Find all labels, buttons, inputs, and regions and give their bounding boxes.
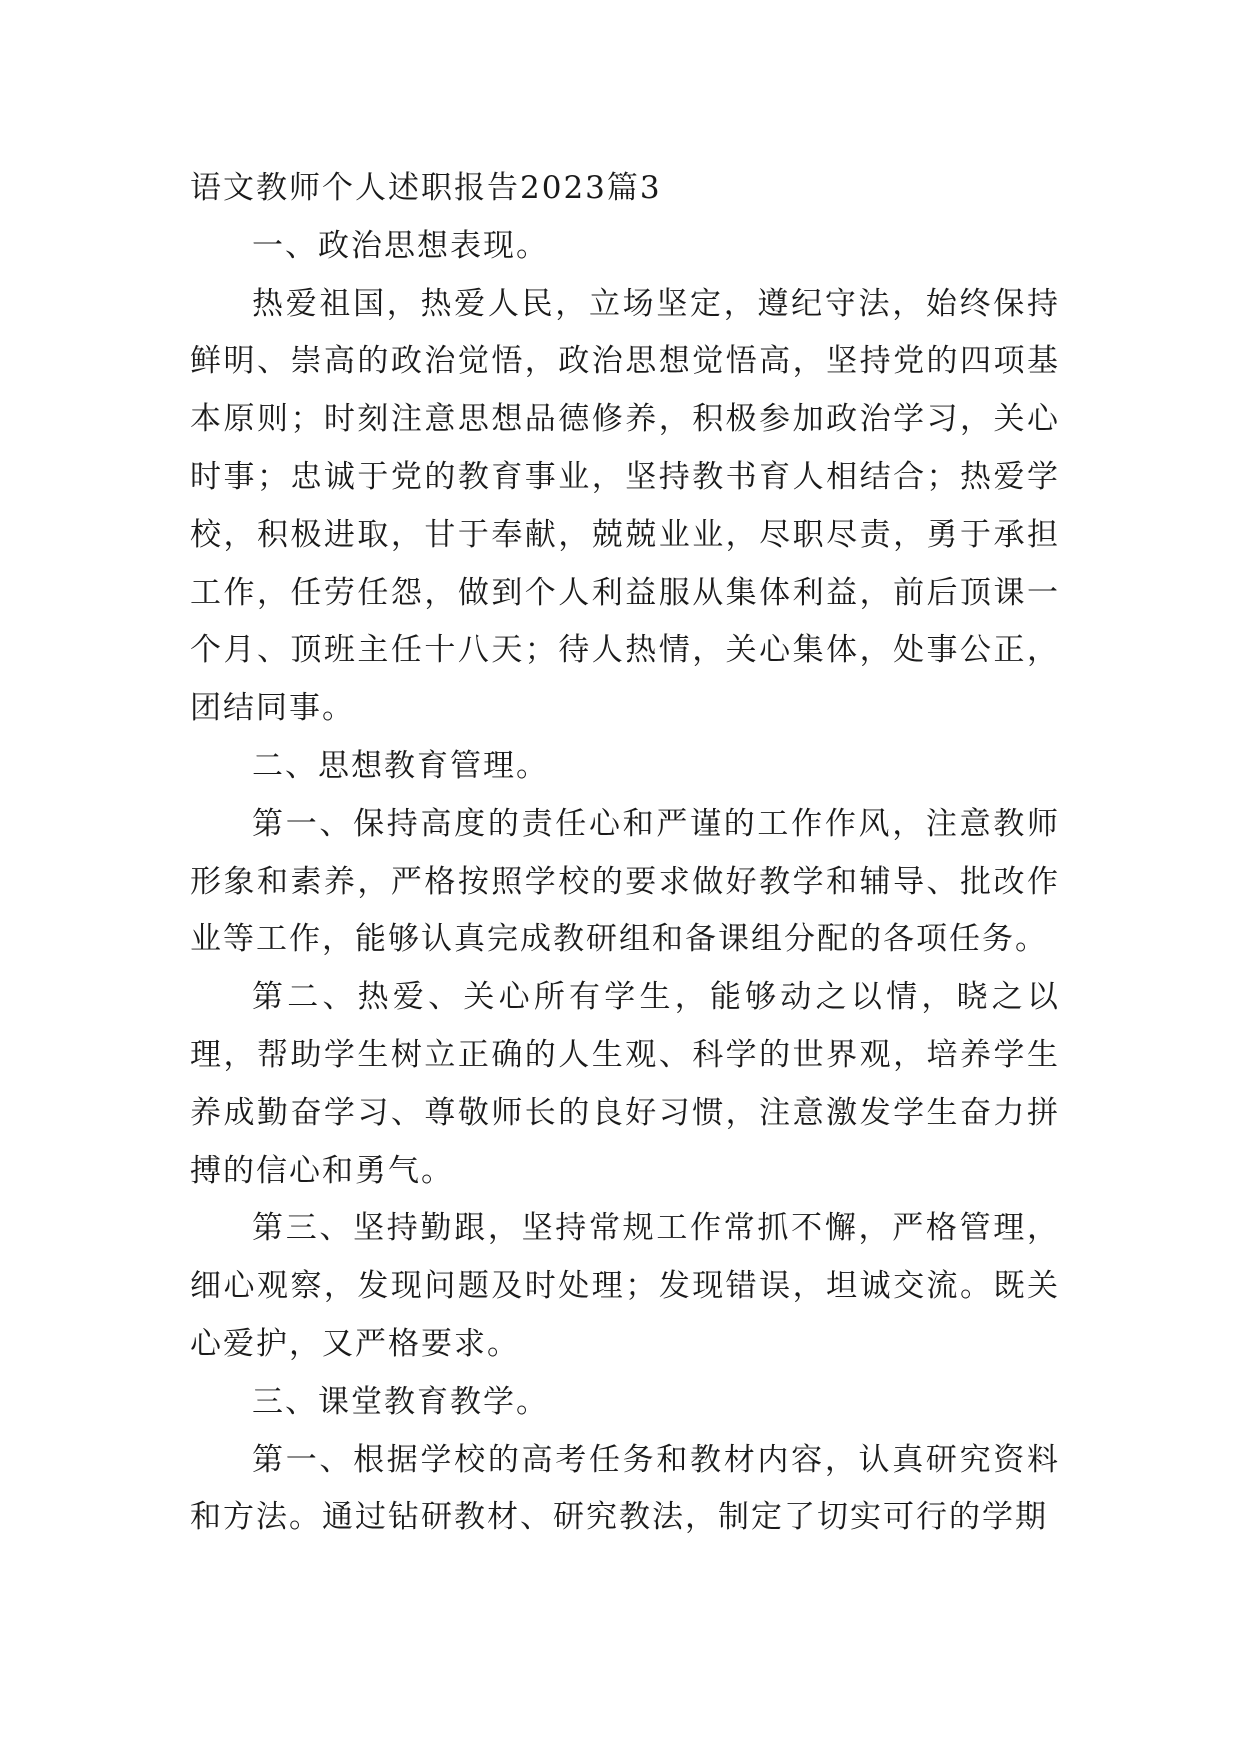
paragraph-second-care-students: 第二、热爱、关心所有学生，能够动之以情，晓之以理，帮助学生树立正确的人生观、科学的世界观，培养学生养成勤奋学习、尊敬师长的良好习惯，注意激发学生奋力拼搏的信心和勇气。 [190,979,1060,1189]
document-body [190,160,1060,1547]
paragraph-first-research: 第一、根据学校的高考任务和教材内容，认真研究资料和方法。通过钻研教材、研究教法，制定了切实可行的学期 [190,1441,1060,1536]
document-title: 语文教师个人述职报告2023篇3 [190,170,662,206]
paragraph-politics: 热爱祖国，热爱人民，立场坚定，遵纪守法，始终保持鲜明、崇高的政治觉悟，政治思想觉悟高，坚持党的四项基本原则；时刻注意思想品德修养，积极参加政治学习，关心时事；忠诚于党的教育事业，坚持教书育人相结合；热爱学校，积极进取，甘于奉献，兢兢业业，尽职尽责，勇于承担工作，任劳任怨，做到个人利益服从集体利益，前后顶课一个月、顶班主任十八天；待人热情，关心集体，处事公正，团结同事。 [190,285,1060,727]
section-heading-classroom-teaching: 三、课堂教育教学。 [252,1383,549,1420]
section-heading-politics: 一、政治思想表现。 [252,227,549,264]
paragraph-first-responsibility: 第一、保持高度的责任心和严谨的工作作风，注意教师形象和素养，严格按照学校的要求做好教学和辅导、批改作业等工作，能够认真完成教研组和备课组分配的各项任务。 [190,805,1060,958]
section-heading-ideology-management: 二、思想教育管理。 [252,747,549,784]
paragraph-third-diligence: 第三、坚持勤跟，坚持常规工作常抓不懈，严格管理，细心观察，发现问题及时处理；发现错误，坦诚交流。既关心爱护，又严格要求。 [190,1210,1060,1362]
